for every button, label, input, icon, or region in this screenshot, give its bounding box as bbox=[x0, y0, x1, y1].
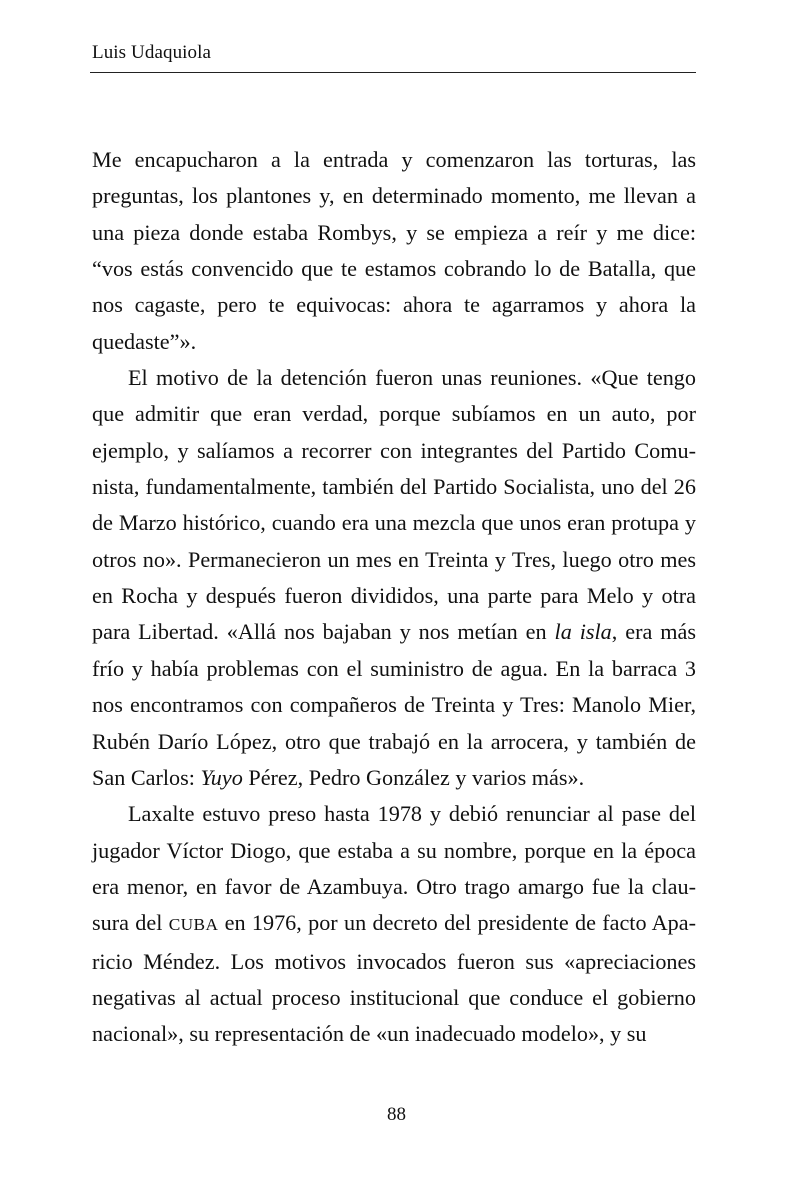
paragraph-3-part-a: Laxalte estuvo preso hasta 1978 y debió renunciar al pase del jugador Víctor Diogo, que estaba a su nombre, porque en la época era menor, en favor de Azambuya. Otro trago amargo fue la clausura del bbox=[92, 801, 696, 936]
smallcaps-cuba: CUBA bbox=[168, 915, 219, 935]
paragraph-1: Me encapucharon a la entrada y comenzaron las torturas, las preguntas, los plantones y, en determinado momento, me llevan a una pieza donde estaba Rombys, y se empieza a reír y me dice: “vos estás convencido que te estamos cobrando lo de Batalla, que nos cagaste, pero te equivocas: ahora te agarramos y ahora la quedaste”». bbox=[92, 147, 696, 354]
page-number: 88 bbox=[387, 1104, 406, 1125]
paragraph-3-part-b: en 1976, por un decreto del presidente de facto Aparicio Méndez. Los motivos invocados fueron sus «apreciaciones negativas al actual proceso institucional que conduce el gobierno nacional», su representación de «un inadecuado modelo», y su bbox=[92, 910, 696, 1047]
paragraph-2-part-c: Pérez, Pedro González y varios más». bbox=[242, 764, 585, 790]
italic-la-isla: la isla bbox=[554, 619, 612, 645]
body-text bbox=[92, 142, 696, 1053]
paragraph-2-part-b: , era más frío y había problemas con el suministro de agua. En la barraca 3 nos encontramos con compañeros de Treinta y Tres: Manolo Mier, Rubén Darío López, otro que trabajó en la arrocera, y también de San Carlos: bbox=[92, 619, 696, 790]
header-rule bbox=[90, 72, 696, 73]
italic-yuyo: Yuyo bbox=[200, 764, 243, 790]
running-head: Luis Udaquiola bbox=[92, 42, 212, 63]
paragraph-2-part-a: El motivo de la detención fueron unas reuniones. «Que tengo que admitir que eran verdad, porque subíamos en un auto, por ejemplo, y salíamos a recorrer con integrantes del Partido Comunista, fundamentalmente, también del Partido Socialista, uno del 26 de Marzo histórico, cuando era una mezcla que unos eran protupa y otros no». Permanecieron un mes en Treinta y Tres, luego otro mes en Rocha y después fueron divididos, una parte para Melo y otra para Libertad. «Allá nos bajaban y nos metían en bbox=[92, 365, 696, 645]
paragraph-2 bbox=[92, 360, 696, 796]
paragraph-3 bbox=[92, 796, 696, 1052]
